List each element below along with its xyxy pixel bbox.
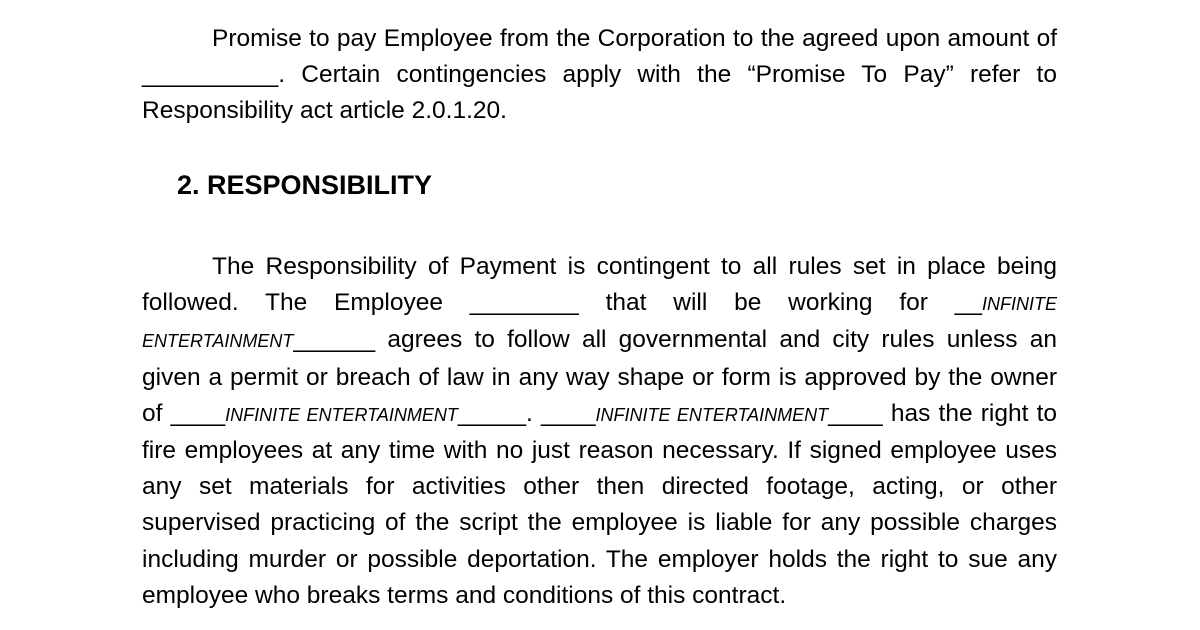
paragraph-text: has the right to fire employees at any time with no just reason necessary. If signed employee uses any set materials for activities other then directed footage, acting, or other supervised practicing of the script the employee is liable for any possible charges including murder or possible deportation. The employer holds the right to sue any employee who breaks terms and conditions of this contract.: [142, 399, 1057, 609]
section-heading-responsibility: 2. RESPONSIBILITY: [177, 170, 433, 200]
paragraph-text: that will be working for: [578, 289, 955, 317]
responsibility-paragraph: [142, 249, 1057, 614]
paragraph-text: agrees to follow all governmental and city rules unless an given a permit or breach of law in any way shape or form is approved by the owner of: [142, 326, 1057, 427]
employee-name-blank: ________: [469, 289, 579, 317]
paragraph-text: The Responsibility of Payment is contingent to all rules set in place being followed. The Employee: [142, 253, 1057, 317]
owner-blank-suffix: _____: [457, 399, 526, 427]
company-name-filled: INFINITE ENTERTAINMENT: [142, 294, 1057, 352]
owner-name-filled: INFINITE ENTERTAINMENT: [225, 404, 458, 425]
paragraph-text: .: [525, 399, 541, 427]
owner-blank-prefix: ____: [170, 399, 226, 427]
paragraph-text: Promise to pay Employee from the Corporation to the agreed upon amount of: [212, 25, 1057, 52]
employer-blank-prefix: ____: [540, 399, 596, 427]
paragraph-text: . Certain contingencies apply with the “Promise To Pay” refer to Responsibility act article 2.0.1.20.: [142, 61, 1057, 125]
amount-blank: __________: [142, 61, 279, 89]
employer-blank-suffix: ____: [828, 399, 883, 427]
company-blank-suffix: ______: [293, 326, 376, 354]
employer-name-filled: INFINITE ENTERTAINMENT: [595, 404, 829, 425]
company-blank-prefix: __: [954, 289, 982, 317]
promise-to-pay-paragraph: [142, 21, 1057, 130]
